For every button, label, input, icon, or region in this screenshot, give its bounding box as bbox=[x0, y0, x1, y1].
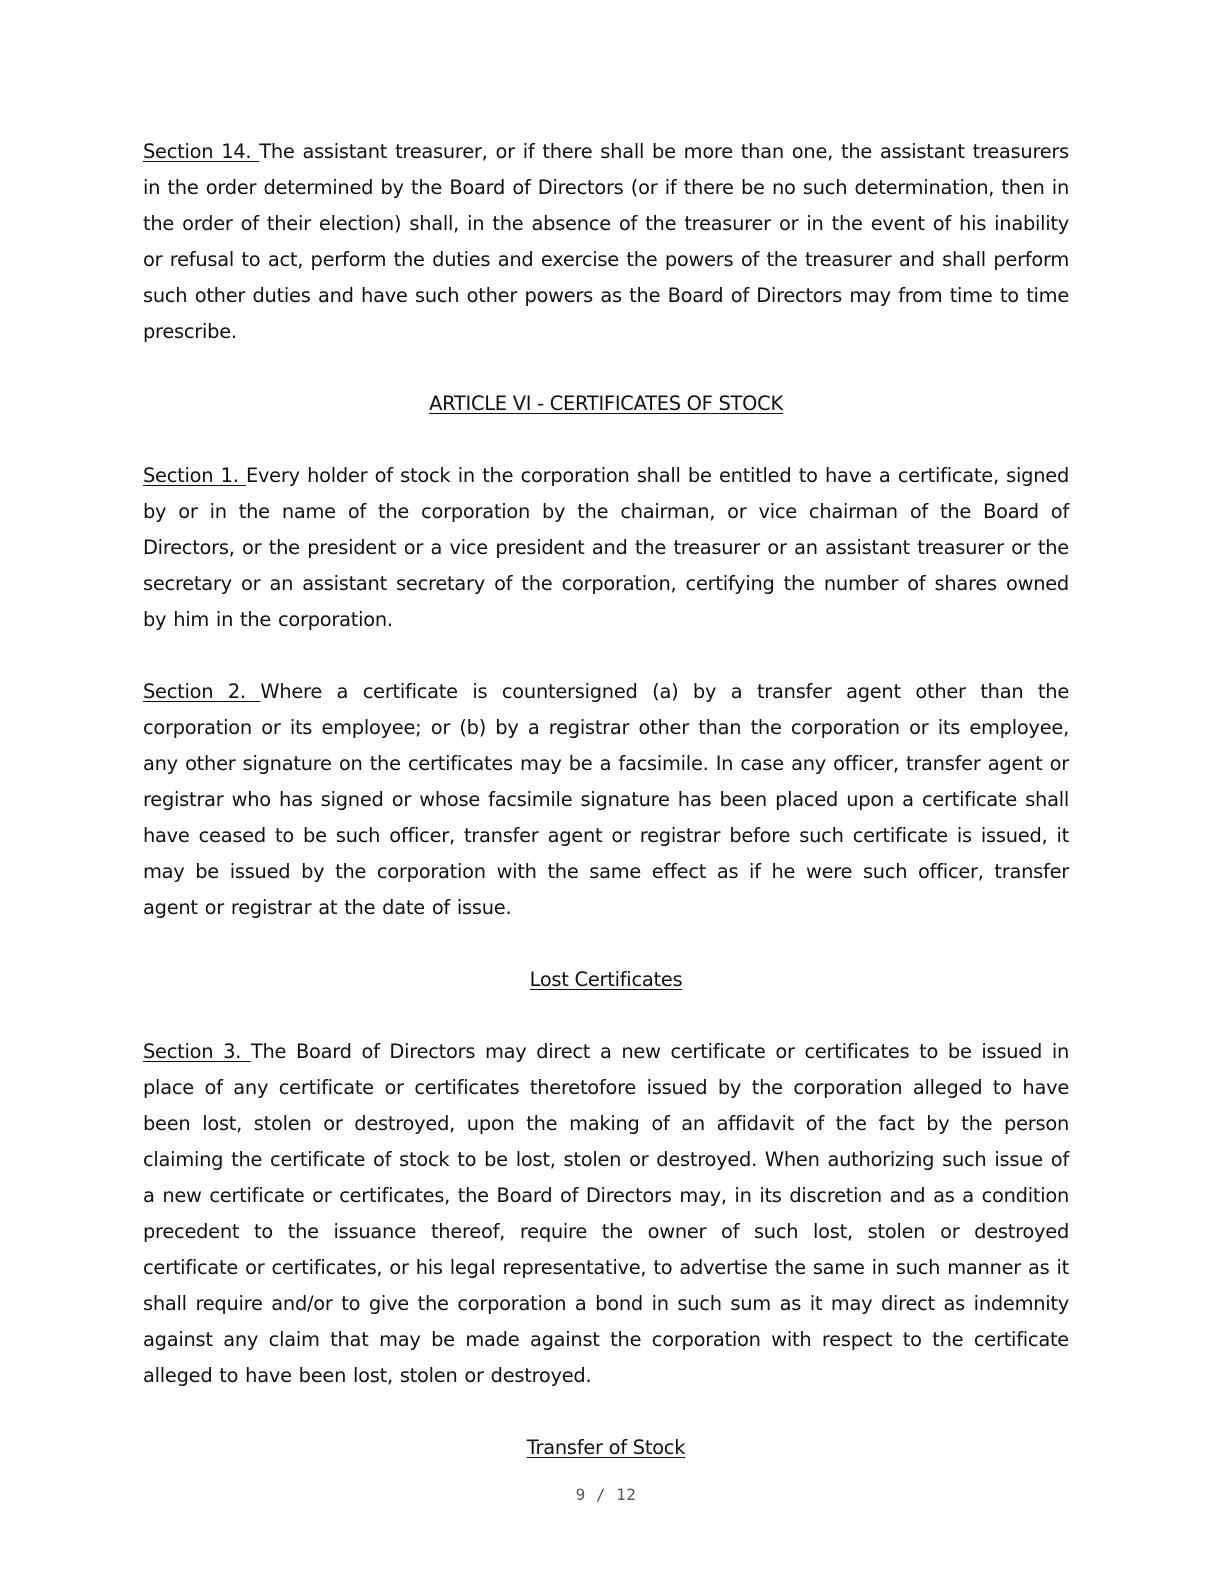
section-2-label: Section 2. bbox=[143, 680, 261, 703]
article-vi-heading-text: ARTICLE VI - CERTIFICATES OF STOCK bbox=[429, 392, 783, 415]
page-number: 9 / 12 bbox=[575, 1485, 637, 1504]
section-2-paragraph bbox=[143, 674, 1069, 926]
section-14-text: The assistant treasurer, or if there shall be more than one, the assistant treasurers in the order determined by the Board of Directors (or if there be no such determination, then in the order of their election) shall, in the absence of the treasurer or in the event of his inability or refusal to act, perform the duties and exercise the powers of the treasurer and shall perform such other duties and have such other powers as the Board of Directors may from time to time prescribe. bbox=[143, 140, 1069, 343]
section-3-paragraph bbox=[143, 1034, 1069, 1394]
section-1-paragraph bbox=[143, 458, 1069, 638]
lost-certificates-heading bbox=[143, 962, 1069, 998]
section-14-label: Section 14. bbox=[143, 140, 260, 163]
article-vi-heading bbox=[143, 386, 1069, 422]
transfer-of-stock-heading bbox=[143, 1430, 1069, 1466]
section-3-label: Section 3. bbox=[143, 1040, 251, 1063]
section-14-paragraph bbox=[143, 134, 1069, 350]
transfer-of-stock-heading-text: Transfer of Stock bbox=[526, 1436, 686, 1459]
document-body bbox=[143, 134, 1069, 1502]
section-2-text: Where a certificate is countersigned (a) by a transfer agent other than the corporation or its employee; or (b) by a registrar other than the corporation or its employee, any other signature on the certificates may be a facsimile. In case any officer, transfer agent or registrar who has signed or whose facsimile signature has been placed upon a certificate shall have ceased to be such officer, transfer agent or registrar before such certificate is issued, it may be issued by the corporation with the same effect as if he were such officer, transfer agent or registrar at the date of issue. bbox=[143, 680, 1070, 919]
lost-certificates-heading-text: Lost Certificates bbox=[529, 968, 683, 991]
section-1-label: Section 1. bbox=[143, 464, 246, 487]
section-1-text: Every holder of stock in the corporation shall be entitled to have a certificate, signed by or in the name of the corporation by the chairman, or vice chairman of the Board of Directors, or the president or a vice president and the treasurer or an assistant treasurer or the secretary or an assistant secretary of the corporation, certifying the number of shares owned by him in the corporation. bbox=[143, 464, 1070, 631]
section-3-text: The Board of Directors may direct a new certificate or certificates to be issued in place of any certificate or certificates theretofore issued by the corporation alleged to have been lost, stolen or destroyed, upon the making of an affidavit of the fact by the person claiming the certificate of stock to be lost, stolen or destroyed. When authorizing such issue of a new certificate or certificates, the Board of Directors may, in its discretion and as a condition precedent to the issuance thereof, require the owner of such lost, stolen or destroyed certificate or certificates, or his legal representative, to advertise the same in such manner as it shall require and/or to give the corporation a bond in such sum as it may direct as indemnity against any claim that may be made against the corporation with respect to the certificate alleged to have been lost, stolen or destroyed. bbox=[143, 1040, 1069, 1387]
